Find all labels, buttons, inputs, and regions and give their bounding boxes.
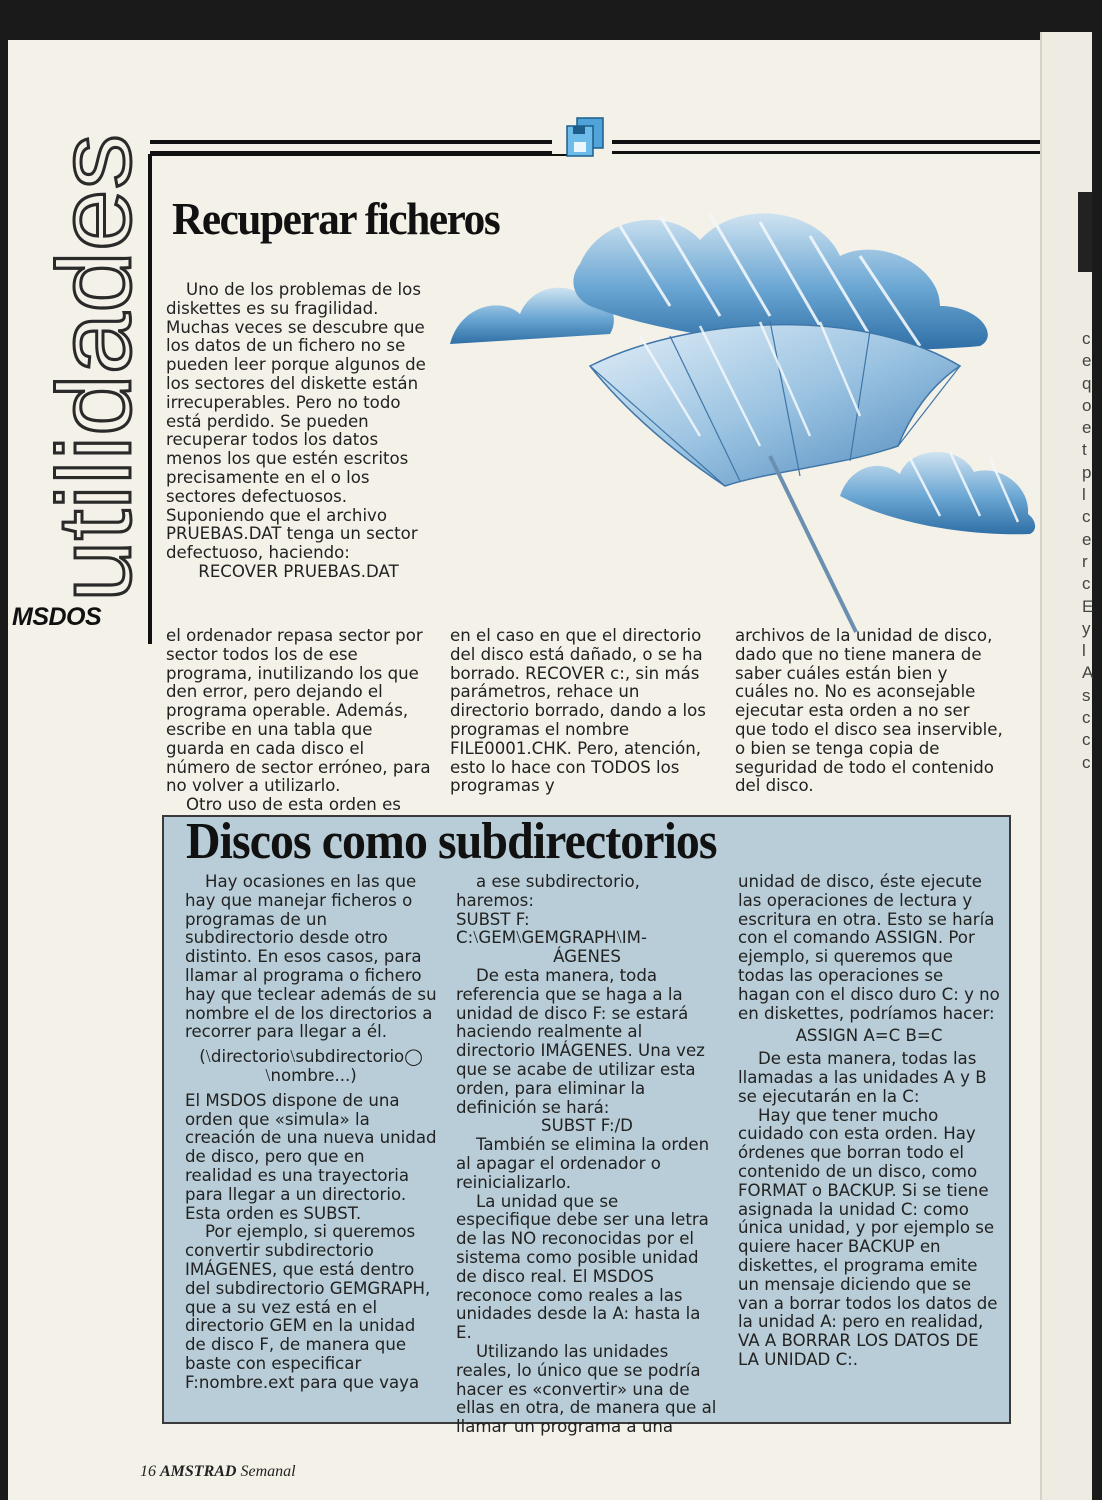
article2-command-subst: SUBST F: — [456, 909, 530, 929]
article-headline: Recuperar ficheros — [172, 193, 500, 244]
article2-col2-para-4: La unidad que se especifique debe ser una letra de las NO reconocidas por el sistema como posible unidad de disco real. El MSDOS reconoce como reales a las unidades desde la A: hasta la E. — [456, 1191, 709, 1343]
magazine-edition: Semanal — [240, 1463, 296, 1480]
article2-col2-para-5: Utilizando las unidades reales, lo único que se podría hacer es «convertir» una de ellas en otra, de manera que al llamar un programa a una — [456, 1341, 717, 1437]
magazine-name: AMSTRAD — [160, 1463, 237, 1480]
adjacent-page-letter: c — [1082, 574, 1091, 594]
article1-column-2 — [450, 627, 710, 796]
article1-col1-para-1: Uno de los problemas de los diskettes es su fragilidad. Muchas veces se descubre que los datos de un fichero no se pueden leer porque algunos de los sectores del diskette están irrecuperables. Pero no todo está perdido. Se pueden recuperar todos los datos menos los que estén escritos precisamente en el o los sectores defectuosos. Suponiendo que el archivo PRUEBAS.DAT tenga un sector defectuoso, haciendo: — [166, 280, 426, 563]
article2-col3-para-2: De esta manera, todas las llamadas a las unidades A y B se ejecutarán en la C: — [738, 1049, 987, 1106]
article1-col1-para-3: Otro uso de esta orden es — [186, 795, 401, 815]
article1-col1-para-2: el ordenador repasa sector por sector todos los de ese programa, inutilizando los que den error, pero dejando el programa operable. Además, escribe en una tabla que guarda en cada disco el número de sector erróneo, para no volver a utilizarlo. — [166, 626, 431, 796]
floppy-disk-icon — [565, 116, 605, 160]
adjacent-page-letter: y — [1082, 618, 1091, 638]
article2-col3-para-1: unidad de disco, éste ejecute las operaciones de lectura y escritura en otra. Esto se haría con el comando ASSIGN. Por ejemplo, si queremos que todas las operaciones se hagan con el disco duro C: y no en diskettes, podríamos hacer: — [738, 872, 1000, 1023]
article2-col1-para-3: Por ejemplo, si queremos convertir subdirectorio IMÁGENES, que está dentro del subdirectorio GEMGRAPH, que a su vez está en el directorio GEM en la unidad de disco F, de manera que baste con especificar F:nombre.ext para que vaya — [185, 1222, 431, 1392]
article2-column-2 — [456, 873, 718, 1437]
adjacent-page-edge — [1040, 32, 1092, 1500]
article2-col2-line-1: a ese subdirectorio, haremos: — [456, 872, 640, 910]
adjacent-page-letter: c — [1082, 730, 1091, 750]
article2-col2-para-3: También se elimina la orden al apagar el ordenador o reinicializarlo. — [456, 1135, 710, 1192]
article2-command-path-end: ÁGENES — [553, 947, 621, 967]
article-frame-line — [148, 154, 152, 644]
article2-path-example-2: ⧵nombre...) — [265, 1065, 357, 1085]
article2-command-subst-d: SUBST F:/D — [541, 1116, 633, 1136]
adjacent-page-letter: t — [1082, 440, 1087, 460]
umbrella-shaft — [770, 456, 856, 632]
article2-command-path: C:⧵GEM⧵GEMGRAPH⧵IM- — [456, 928, 647, 948]
header-rule-left — [150, 140, 552, 154]
article1-col2-text: en el caso en que el directorio del disco está dañado, o se ha borrado. RECOVER c:, sin más parámetros, rehace un directorio borrado, dando a los programas el nombre FILE0001.CHK. Pero, atención, esto lo hace con TODOS los programas y — [450, 626, 706, 796]
adjacent-page-letter: p — [1082, 462, 1092, 482]
adjacent-page-letter: s — [1082, 685, 1091, 705]
section-vertical-title — [37, 132, 153, 602]
umbrella-rain-illustration — [440, 196, 1040, 636]
section-vertical-title-text: utilidades — [37, 162, 153, 602]
article1-column-1-lower — [166, 627, 431, 815]
article2-path-example-1: (⧵directorio⧵subdirectorio◯ — [199, 1047, 423, 1067]
adjacent-page-letter: c — [1082, 708, 1091, 728]
article2-col2-para-2: De esta manera, toda referencia que se haga a la unidad de disco F: se estará haciendo realmente al directorio IMÁGENES. Una vez que se acabe de utilizar esta orden, para eliminar la definición se hará: — [456, 965, 705, 1117]
adjacent-page-letter: E — [1082, 596, 1094, 616]
adjacent-page-letter: e — [1082, 418, 1092, 438]
adjacent-page-letter: c — [1082, 507, 1091, 527]
adjacent-page-text — [1082, 328, 1102, 774]
article2-col1-para-2: El MSDOS dispone de una orden que «simula» la creación de una nueva unidad de disco, pero que en realidad es una trayectoria para llegar a un directorio. Esta orden es SUBST. — [185, 1090, 437, 1223]
article2-column-3 — [738, 873, 1000, 1370]
article1-column-3 — [735, 627, 1005, 796]
article-frame-top-line — [148, 154, 578, 156]
adjacent-page-heading-fragment — [1078, 192, 1092, 272]
adjacent-page-letter: e — [1082, 529, 1092, 549]
adjacent-page-letter: r — [1082, 551, 1088, 571]
adjacent-page-letter: o — [1082, 395, 1092, 415]
adjacent-page-letter: c — [1082, 752, 1091, 772]
adjacent-page-letter: q — [1082, 373, 1092, 393]
adjacent-page-letter: l — [1082, 485, 1086, 505]
adjacent-page-letter: l — [1082, 641, 1086, 661]
adjacent-page-letter: e — [1082, 351, 1092, 371]
box-headline: Discos como subdirectorios — [186, 813, 717, 870]
article2-col3-para-3: Hay que tener mucho cuidado con esta orden. Hay órdenes que borran todo el contenido de un disco, como FORMAT o BACKUP. Si se tiene asignada la unidad C: como única unidad, y por ejemplo se quiere hacer BACKUP en diskettes, el programa emite un mensaje diciendo que se van a borrar todos los datos de la unidad A: pero en realidad, VA A BORRAR LOS DATOS DE LA UNIDAD C:. — [738, 1105, 998, 1369]
article1-column-1 — [166, 281, 431, 582]
article1-command-recover: RECOVER PRUEBAS.DAT — [198, 561, 399, 581]
section-label: MSDOS — [12, 603, 102, 631]
page-number: 16 — [140, 1463, 156, 1480]
adjacent-page-letter: c — [1082, 329, 1091, 348]
header-rule-right — [612, 140, 1040, 154]
article2-col1-para-1: Hay ocasiones en las que hay que manejar ficheros o programas de un subdirectorio desde otro distinto. En esos casos, para llamar al programa o fichero hay que teclear además de su nombre el de los directorios a recorrer para llegar a él. — [185, 872, 437, 1042]
article2-column-1 — [185, 873, 437, 1393]
article2-command-assign: ASSIGN A=C B=C — [795, 1026, 943, 1046]
page-footer — [140, 1463, 296, 1481]
adjacent-page-letter: A — [1082, 663, 1094, 683]
article1-col3-text: archivos de la unidad de disco, dado que no tiene manera de saber cuáles están bien y cuáles no. No es aconsejable ejecutar esta orden a no ser que todo el disco sea inservible, o bien se tenga copia de seguridad de todo el contenido del disco. — [735, 626, 1003, 796]
